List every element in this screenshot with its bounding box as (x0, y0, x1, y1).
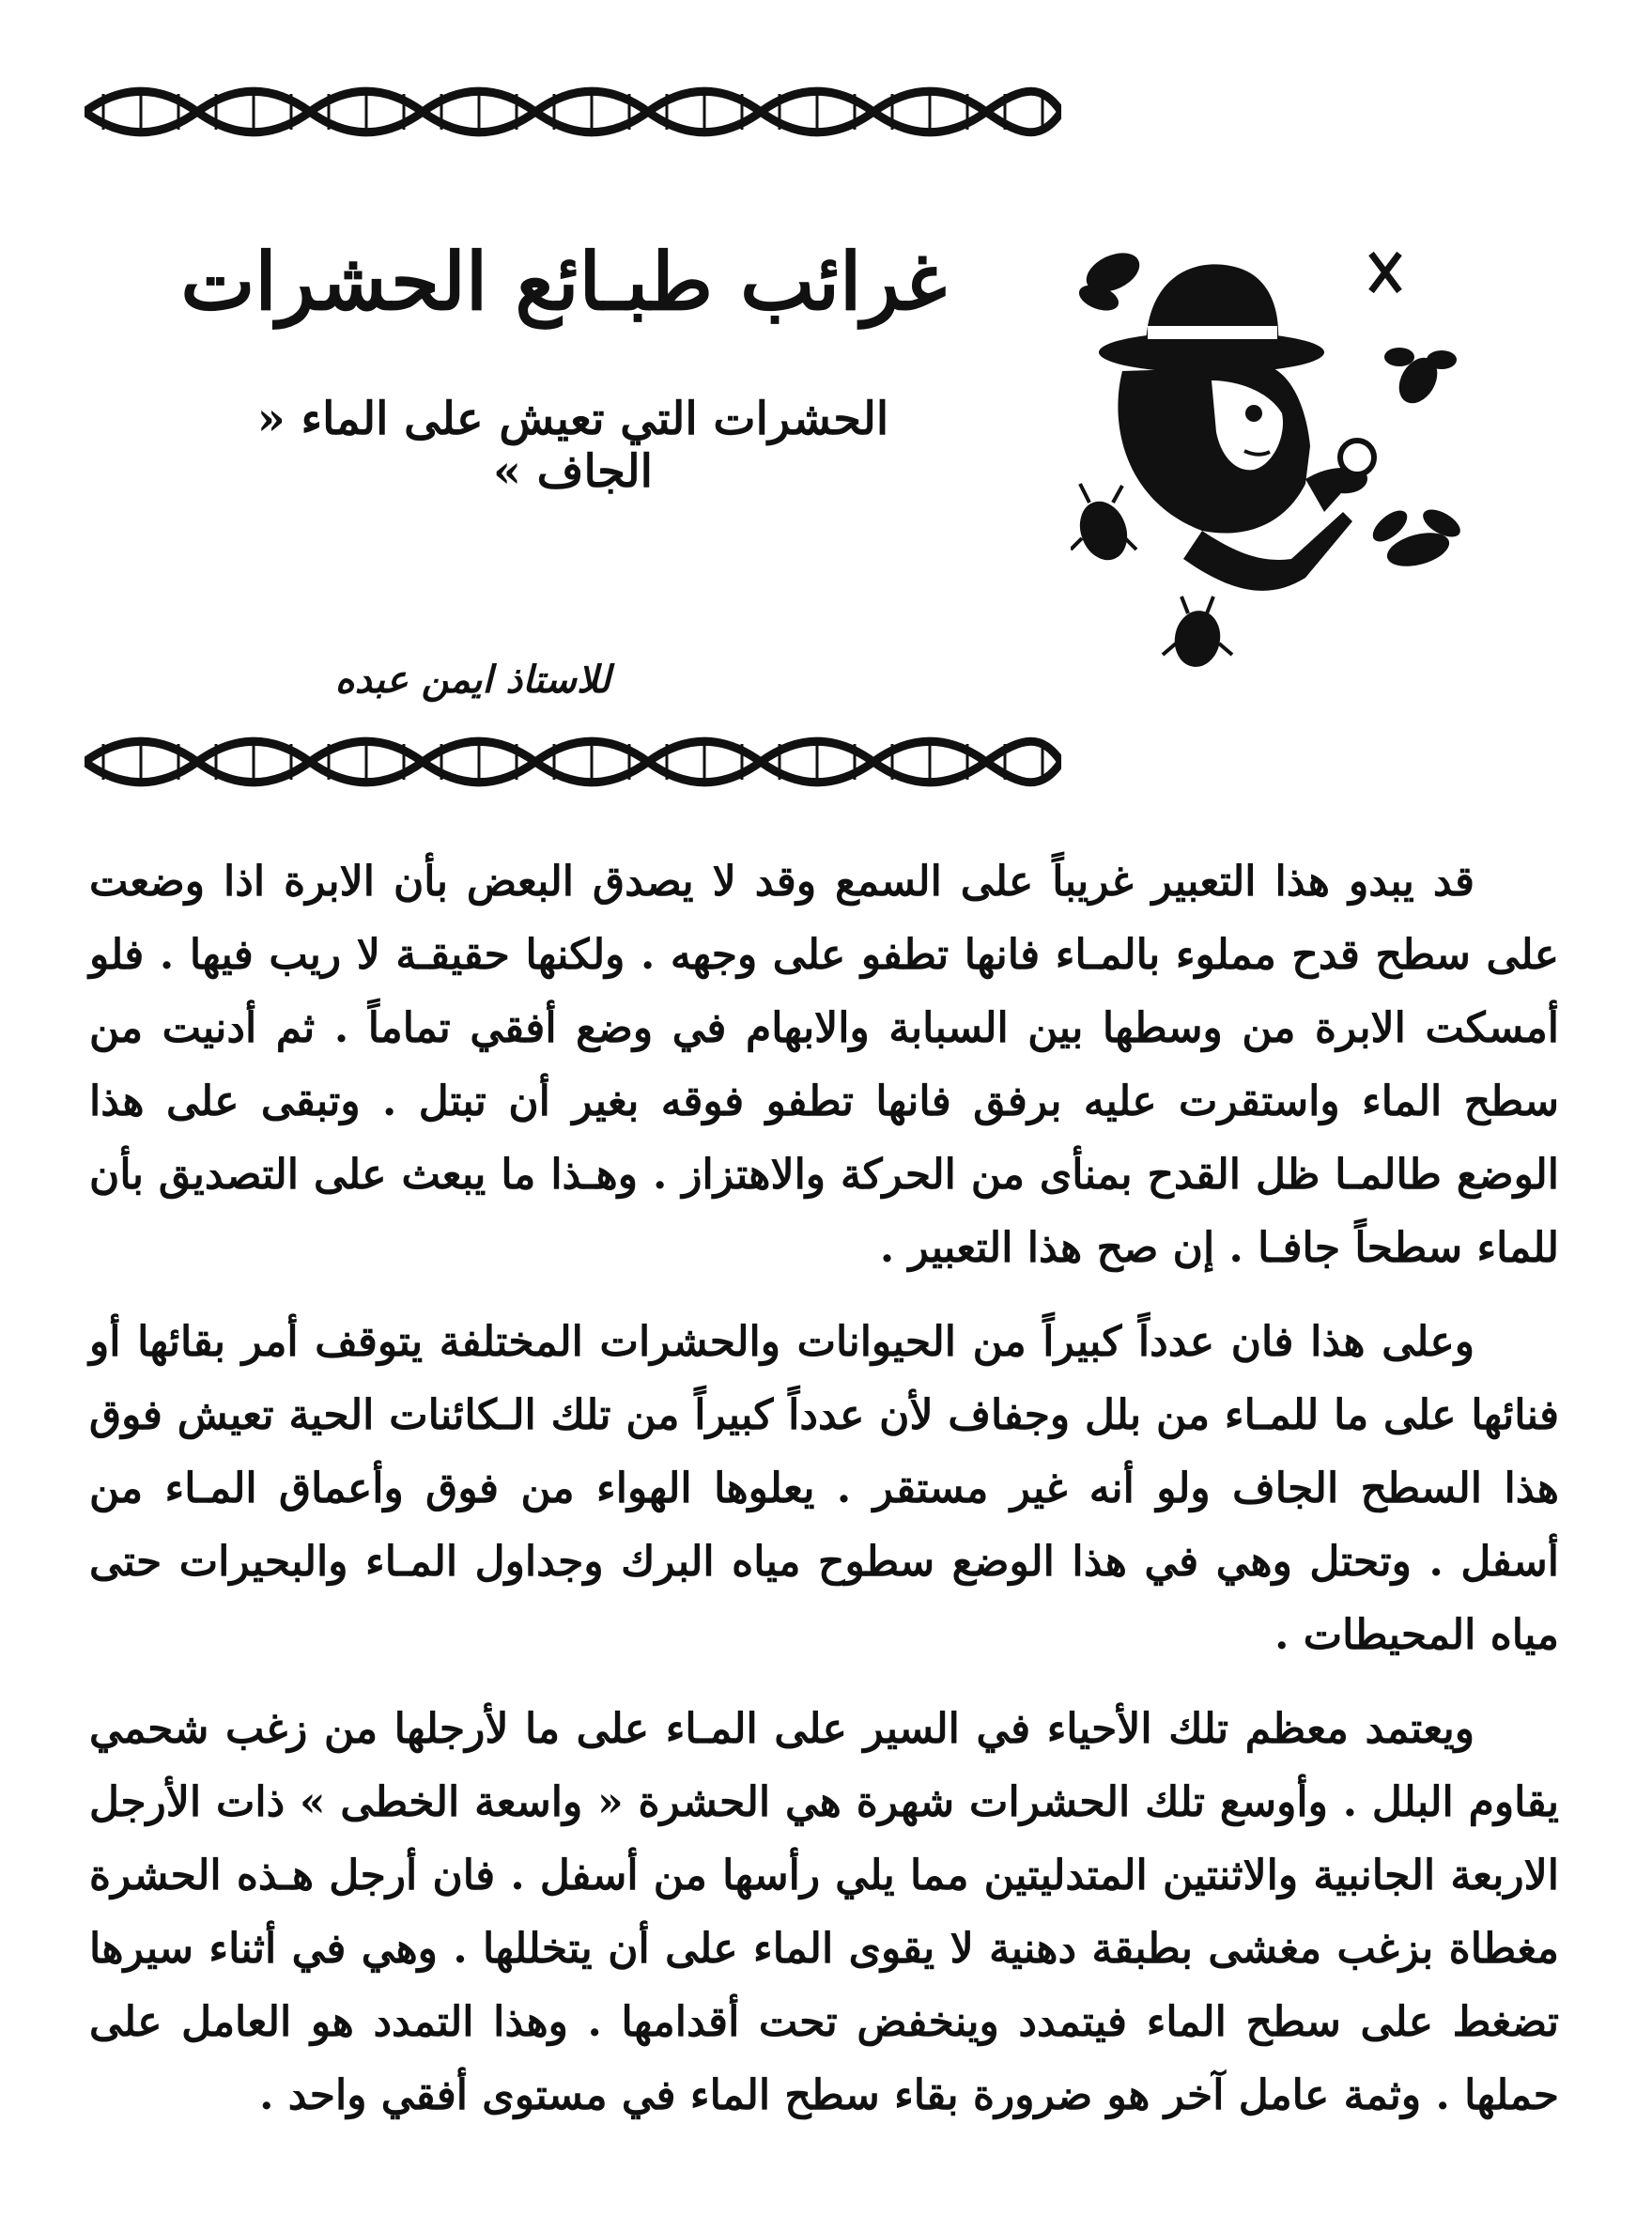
beetle-icon (1071, 484, 1136, 565)
dragonfly-icon (1371, 254, 1399, 291)
naturalist-with-insects-illustration (1071, 240, 1503, 672)
bee-icon (1367, 504, 1464, 572)
article-subtitle: الحشرات التي تعيش على الماء « الجاف » (256, 393, 889, 498)
author-byline: للاستاذ ايمن عبده (334, 658, 610, 702)
top-decorative-border (85, 85, 1061, 139)
article-body (89, 845, 1559, 2153)
article-title: غرائب طبـائع الحشرات (180, 235, 947, 328)
butterfly-icon (1075, 245, 1146, 316)
hat-icon (1099, 264, 1324, 373)
paragraph: وعلى هذا فان عدداً كبيراً من الحيوانات والحشرات المختلفة يتوقف أمر بقائها أو فنائها على ما للمـاء من بلل وجفاف لأن عدداً كبيراً من تلك الـكائنات الحية تعيش فوق هذا السطح الجاف ولو أنه غير مستقر . يعلوها الهواء من فوق وأعماق المـاء من أسفل . وتحتل وهي في هذا الوضع سطوح مياه البرك وجداول المـاء والبحيرات حتى مياه المحيطات . (89, 1318, 1559, 1659)
bottom-decorative-border (85, 735, 1061, 789)
fly-icon (1384, 348, 1457, 411)
paragraph: ويعتمد معظم تلك الأحياء في السير على المـاء على ما لأرجلها من زغب شحمي يقاوم البلل . وأوسع تلك الحشرات شهرة هي الحشرة « واسعة الخطى » ذات الأرجل الاربعة الجانبية والاثنتين المتدليتين مما يلي رأسها من أسفل . فان أرجل هـذه الحشرة مغطاة بزغب مغشى بطبقة دهنية لا يقوى الماء على أن يتخللها . وهي في أثناء سيرها تضغط على سطح الماء فيتمدد وينخفض تحت أقدامها . وهذا التمدد هو العامل على حملها . وثمة عامل آخر هو ضرورة بقاء سطح الماء في مستوى أفقي واحد . (89, 1705, 1559, 2119)
paragraph: قد يبدو هذا التعبير غريباً على السمع وقد لا يصدق البعض بأن الابرة اذا وضعت على سطح قدح مملوء بالمـاء فانها تطفو على وجهه . ولكنها حقيقـة لا ريب فيها . فلو أمسكت الابرة من وسطها بين السبابة والابهام في وضع أفقي تماماً . ثم أدنيت من سطح الماء واستقرت عليه برفق فانها تطفو فوقه بغير أن تبتل . وتبقى على هذا الوضع طالمـا ظل القدح بمنأى من الحركة والاهتزاز . وهـذا ما يبعث على التصديق بأن للماء سطحاً جافـا . إن صح هذا التعبير . (89, 858, 1559, 1272)
beetle-icon (1163, 597, 1232, 668)
naturalist-head (1118, 366, 1310, 534)
